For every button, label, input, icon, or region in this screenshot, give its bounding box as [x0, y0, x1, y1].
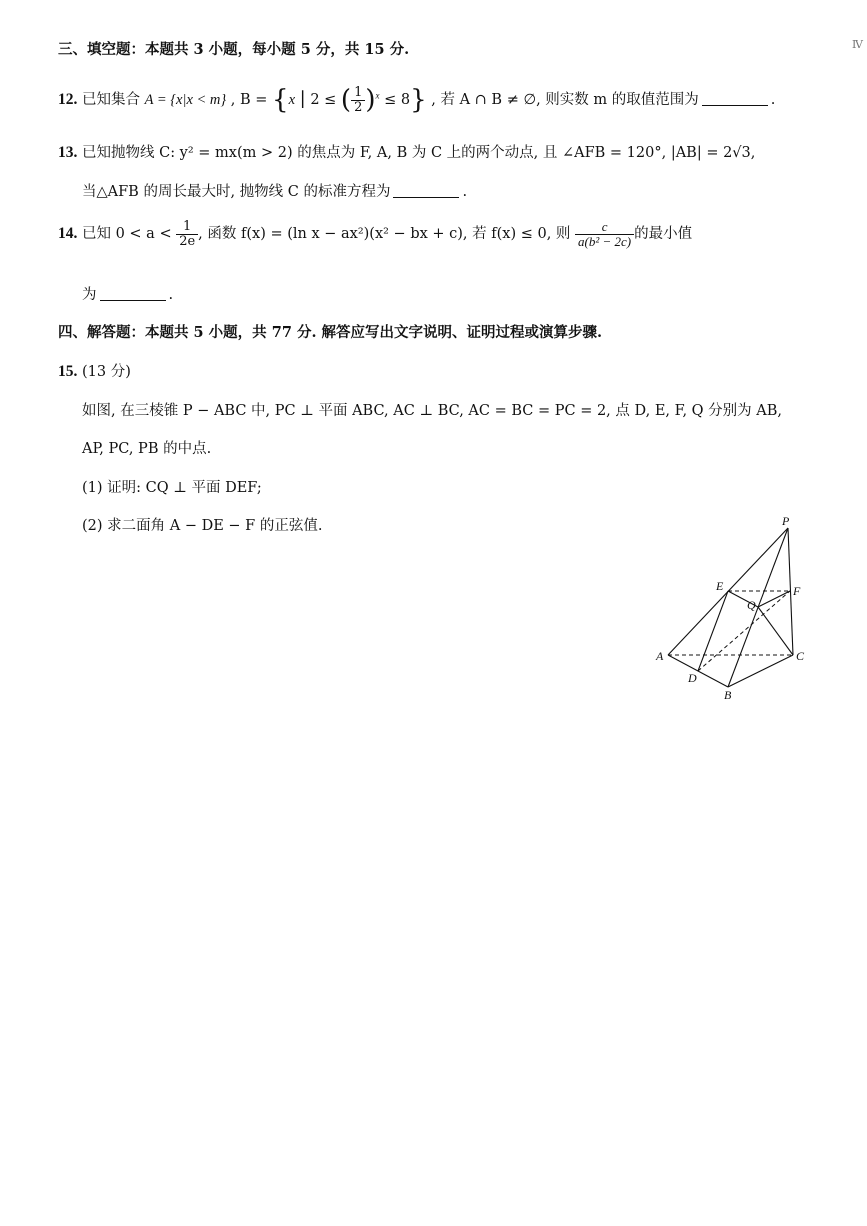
q13-line-2: 当△AFB 的周长最大时, 抛物线 C 的标准方程为	[82, 184, 391, 200]
q14-text-1: 已知 0 < a <	[81, 226, 172, 243]
q12-set-a: A = {x|x < m}	[144, 92, 227, 109]
edge-DF-hidden	[698, 591, 790, 671]
q12-fraction: $\frac{1}{2}$	[351, 86, 365, 114]
q14-fraction-1: $\frac{1}{2e}$	[176, 220, 198, 248]
edge-DE	[698, 591, 728, 671]
section4-heading: 四、解答题：本题共 5 小题，共 77 分. 解答应写出文字说明、证明过程或演算步骤.	[58, 324, 603, 341]
q13-answer-blank[interactable]	[393, 196, 459, 198]
question-14-cont: 为 .	[82, 287, 174, 303]
q12-answer-blank[interactable]	[702, 104, 768, 106]
q14-fraction-2: $\frac{c}{\text{a(b² − 2c)}}$	[575, 220, 634, 248]
question-15	[58, 360, 131, 381]
corner-mark: Ⅳ	[852, 38, 863, 51]
label-A: A	[656, 649, 664, 663]
q12-setb-var: x	[288, 92, 296, 109]
q14-number: 14.	[58, 225, 78, 243]
q15-line-1: 如图, 在三棱锥 P − ABC 中, PC ⊥ 平面 ABC, AC ⊥ BC, AC = BC = PC = 2, 点 D, E, F, Q 分别为 AB,	[82, 403, 782, 419]
pyramid-figure	[650, 512, 810, 707]
q14-text-2: , 函数 f(x) = (ln x − ax²)(x² − bx + c), 若 f(x) ≤ 0, 则	[198, 226, 571, 243]
question-14	[58, 220, 692, 248]
q15-number: 15.	[58, 363, 78, 380]
q14-answer-blank[interactable]	[100, 299, 166, 301]
question-13-cont: 当△AFB 的周长最大时, 抛物线 C 的标准方程为 .	[82, 184, 468, 200]
label-D: D	[688, 671, 697, 685]
q13-line-1: 已知抛物线 C: y² = mx(m > 2) 的焦点为 F, A, B 为 C 上的两个动点, 且 ∠AFB = 120°, |AB| = 2√3,	[81, 145, 756, 161]
section3-heading: 三、填空题：本题共 3 小题，每小题 5 分，共 15 分.	[58, 41, 410, 58]
label-P: P	[782, 514, 790, 528]
label-B: B	[724, 688, 732, 702]
q12-number: 12.	[58, 91, 78, 109]
q14-line-2: 为	[82, 287, 97, 303]
q15-score: (13 分)	[81, 364, 131, 380]
q12-text-3: , 若 A ∩ B ≠ ∅, 则实数 m 的取值范围为	[431, 92, 699, 109]
label-C: C	[796, 649, 805, 663]
label-Q: Q	[747, 598, 756, 612]
question-12: 12. 已知集合 A = {x|x < m} , B = {x | 2 ≤ ( $\frac{1}{2}$ )$^x$ ≤ 8} , 若 A ∩ B ≠ ∅, 则实数 m 的取值范围为 .	[58, 85, 776, 116]
label-E: E	[716, 579, 724, 593]
q12-exponent: x	[375, 90, 380, 101]
q13-number: 13.	[58, 144, 78, 161]
q12-text-1: 已知集合	[81, 92, 140, 109]
question-13	[58, 141, 755, 162]
label-F: F	[793, 584, 801, 598]
q14-text-3: 的最小值	[634, 226, 693, 243]
q15-line-2: AP, PC, PB 的中点.	[82, 441, 212, 457]
q12-text-2: , B =	[230, 92, 268, 109]
q15-part-2: (2) 求二面角 A − DE − F 的正弦值.	[82, 518, 323, 534]
q15-part-1: (1) 证明: CQ ⊥ 平面 DEF;	[82, 480, 262, 496]
q12-setb-post: ≤ 8	[384, 92, 411, 109]
q12-setb-mid: 2 ≤	[310, 92, 337, 109]
